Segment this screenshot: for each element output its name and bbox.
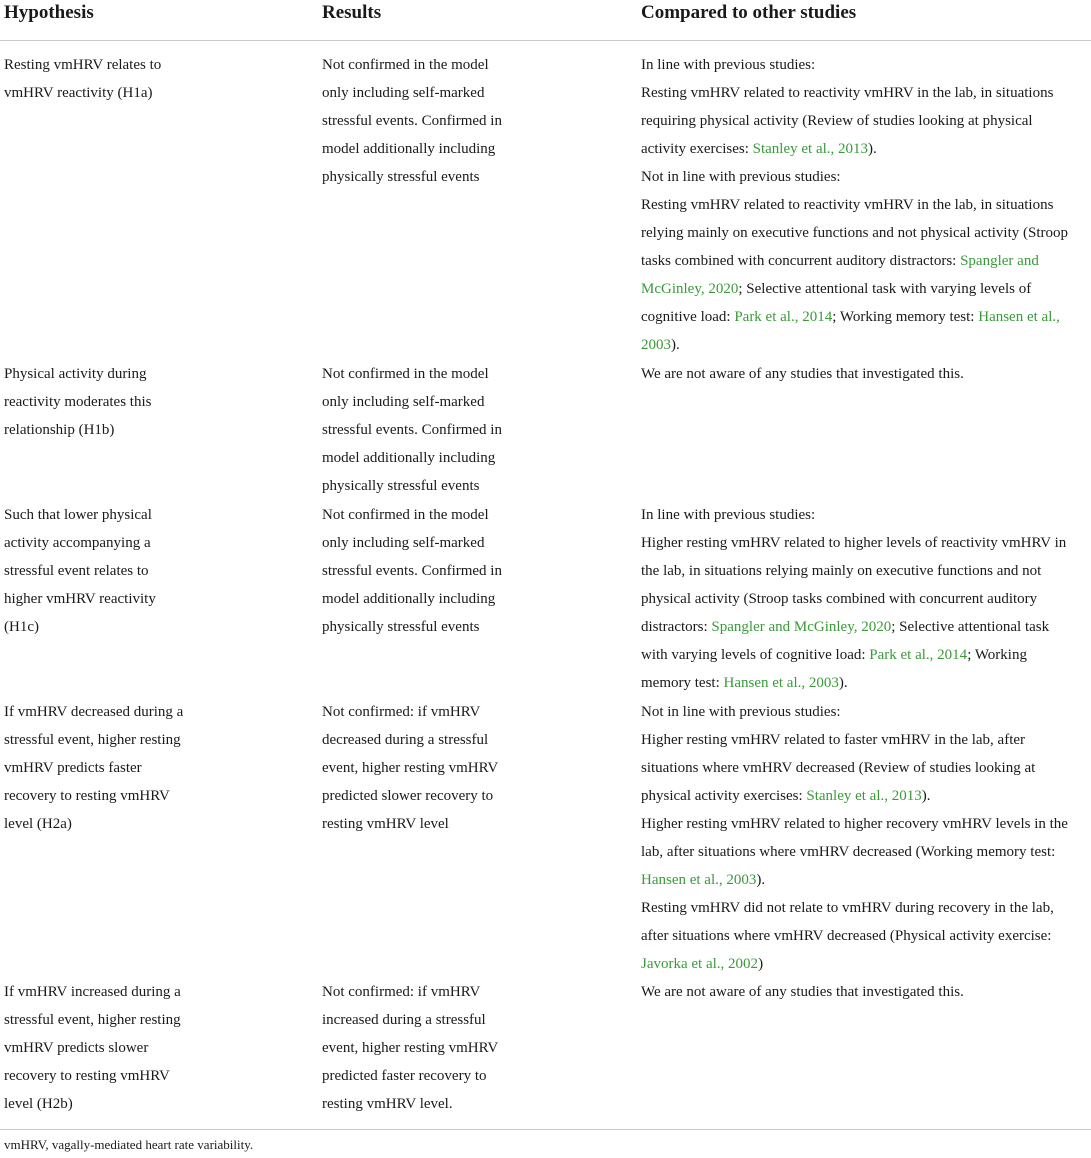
cell-line: Higher resting vmHRV related to higher levels of reactivity vmHRV in: [641, 535, 1067, 551]
cell-line: physically stressful events: [322, 619, 480, 635]
line-text: physical activity exercises:: [641, 788, 807, 804]
cell-line: Such that lower physical: [4, 507, 152, 523]
header-compared: Compared to other studies: [641, 2, 857, 23]
cell-line: stressful event, higher resting: [4, 732, 181, 748]
cell-line: vmHRV predicts faster: [4, 760, 142, 776]
cell-line: [641, 303, 1089, 331]
cell-line: Not confirmed in the model: [322, 507, 489, 523]
reference-link[interactable]: Hansen et al., 2003: [641, 872, 757, 888]
cell-line: level (H2a): [4, 816, 72, 832]
cell-line: If vmHRV decreased during a: [4, 704, 184, 720]
reference-link[interactable]: Stanley et al., 2013: [806, 788, 922, 804]
cell-line: stressful events. Confirmed in: [322, 422, 502, 438]
results-cell: [322, 698, 522, 838]
line-text: ; Selective attentional task with varying levels of: [738, 281, 1032, 297]
line-text: ).: [921, 788, 931, 804]
line-text: distractors:: [641, 619, 712, 635]
line-text: ; Working: [967, 647, 1027, 663]
cell-line: recovery to resting vmHRV: [4, 788, 170, 804]
cell-line: Not confirmed in the model: [322, 57, 489, 73]
cell-line: requiring physical activity (Review of studies looking at physical: [641, 113, 1033, 129]
cell-line: level (H2b): [4, 1096, 73, 1112]
hypothesis-cell: [4, 51, 194, 107]
line-text: ).: [756, 872, 766, 888]
table-footnote: vmHRV, vagally-mediated heart rate variability.: [4, 1137, 254, 1152]
cell-line: [641, 135, 1089, 163]
results-cell: [322, 501, 522, 641]
reference-link[interactable]: Hansen et al.,: [978, 309, 1060, 325]
line-text: cognitive load:: [641, 309, 735, 325]
line-text: ).: [868, 141, 877, 157]
compared-cell: [641, 978, 1089, 1006]
cell-line: physically stressful events: [322, 169, 480, 185]
reference-link[interactable]: Javorka et al., 2002: [641, 956, 759, 972]
cell-line: relying mainly on executive functions and not physical activity (Stroop: [641, 225, 1068, 241]
reference-link[interactable]: Spangler and: [960, 253, 1039, 269]
cell-line: [641, 782, 1089, 810]
cell-line: resting vmHRV level.: [322, 1096, 453, 1112]
line-text: activity exercises:: [641, 141, 753, 157]
compared-cell: [641, 51, 1089, 359]
cell-line: [641, 247, 1089, 275]
cell-line: [641, 950, 1089, 978]
cell-line: Not confirmed: if vmHRV: [322, 984, 481, 1000]
cell-line: situations where vmHRV decreased (Review of studies looking at: [641, 760, 1036, 776]
cell-line: physical activity (Stroop tasks combined with concurrent auditory: [641, 591, 1038, 607]
cell-line: stressful event relates to: [4, 563, 149, 579]
cell-line: predicted faster recovery to: [322, 1068, 487, 1084]
cell-line: stressful events. Confirmed in: [322, 113, 502, 129]
cell-line: model additionally including: [322, 141, 496, 157]
cell-line: reactivity moderates this: [4, 394, 152, 410]
compared-cell: [641, 501, 1089, 697]
cell-line: increased during a stressful: [322, 1012, 486, 1028]
line-text: ).: [671, 337, 680, 353]
cell-line: [641, 866, 1089, 894]
cell-line: recovery to resting vmHRV: [4, 1068, 170, 1084]
cell-line: predicted slower recovery to: [322, 788, 494, 804]
cell-line: only including self-marked: [322, 394, 485, 410]
cell-line: only including self-marked: [322, 85, 485, 101]
reference-link[interactable]: Park et al., 2014: [734, 309, 833, 325]
cell-line: [641, 641, 1089, 669]
results-cell: [322, 978, 522, 1118]
hypothesis-cell: [4, 501, 194, 641]
cell-line: activity accompanying a: [4, 535, 151, 551]
hypothesis-cell: [4, 978, 194, 1118]
cell-line: Not confirmed in the model: [322, 366, 489, 382]
reference-link[interactable]: 2003: [641, 337, 671, 353]
cell-line: relationship (H1b): [4, 422, 115, 438]
cell-line: Resting vmHRV related to reactivity vmHRV in the lab, in situations: [641, 85, 1054, 101]
cell-line: the lab, in situations relying mainly on executive functions and not: [641, 563, 1042, 579]
cell-line: Resting vmHRV related to reactivity vmHRV in the lab, in situations: [641, 197, 1054, 213]
reference-link[interactable]: Stanley et al., 2013: [752, 141, 869, 157]
reference-link[interactable]: Spangler and McGinley, 2020: [711, 619, 892, 635]
cell-line: [641, 669, 1089, 697]
results-cell: [322, 360, 522, 500]
line-text: ; Selective attentional task: [891, 619, 1050, 635]
cell-line: If vmHRV increased during a: [4, 984, 181, 1000]
table-header-row: [0, 0, 1091, 41]
line-text: ).: [838, 675, 848, 691]
cell-line: Not in line with previous studies:: [641, 704, 841, 720]
hypothesis-cell: [4, 698, 194, 838]
cell-line: [641, 613, 1089, 641]
cell-line: Resting vmHRV did not relate to vmHRV during recovery in the lab,: [641, 900, 1054, 916]
cell-line: vmHRV predicts slower: [4, 1040, 149, 1056]
line-text: tasks combined with concurrent auditory distractors:: [641, 253, 961, 269]
cell-line: [641, 331, 1089, 359]
line-text: with varying levels of cognitive load:: [641, 647, 870, 663]
compared-cell: [641, 360, 1089, 388]
cell-line: (H1c): [4, 619, 39, 635]
cell-line: physically stressful events: [322, 478, 480, 494]
cell-line: model additionally including: [322, 591, 496, 607]
cell-line: higher vmHRV reactivity: [4, 591, 156, 607]
table-bottom-rule: [0, 1129, 1091, 1130]
cell-line: We are not aware of any studies that investigated this.: [641, 984, 964, 1000]
header-hypothesis: Hypothesis: [4, 2, 94, 23]
cell-line: model additionally including: [322, 450, 496, 466]
cell-line: Higher resting vmHRV related to faster vmHRV in the lab, after: [641, 732, 1026, 748]
cell-line: vmHRV reactivity (H1a): [4, 85, 153, 101]
cell-line: Higher resting vmHRV related to higher recovery vmHRV levels in the: [641, 816, 1068, 832]
cell-line: resting vmHRV level: [322, 816, 449, 832]
cell-line: [641, 275, 1089, 303]
cell-line: decreased during a stressful: [322, 732, 489, 748]
reference-link[interactable]: Park et al., 2014: [869, 647, 968, 663]
line-text: ; Working memory test:: [832, 309, 979, 325]
cell-line: We are not aware of any studies that investigated this.: [641, 366, 964, 382]
cell-line: stressful event, higher resting: [4, 1012, 181, 1028]
header-results: Results: [322, 2, 382, 23]
cell-line: stressful events. Confirmed in: [322, 563, 502, 579]
cell-line: event, higher resting vmHRV: [322, 1040, 499, 1056]
cell-line: Not confirmed: if vmHRV: [322, 704, 481, 720]
cell-line: Resting vmHRV relates to: [4, 57, 162, 73]
line-text: ): [758, 956, 764, 972]
cell-line: Not in line with previous studies:: [641, 169, 841, 185]
reference-link[interactable]: McGinley, 2020: [641, 281, 739, 297]
line-text: memory test:: [641, 675, 724, 691]
results-cell: [322, 51, 522, 191]
hypothesis-cell: [4, 360, 194, 444]
cell-line: only including self-marked: [322, 535, 485, 551]
reference-link[interactable]: Hansen et al., 2003: [723, 675, 839, 691]
cell-line: event, higher resting vmHRV: [322, 760, 499, 776]
cell-line: Physical activity during: [4, 366, 147, 382]
cell-line: In line with previous studies:: [641, 507, 816, 523]
compared-cell: [641, 698, 1089, 978]
cell-line: after situations where vmHRV decreased (Physical activity exercise:: [641, 928, 1052, 944]
cell-line: In line with previous studies:: [641, 57, 816, 73]
cell-line: lab, after situations where vmHRV decreased (Working memory test:: [641, 844, 1056, 860]
